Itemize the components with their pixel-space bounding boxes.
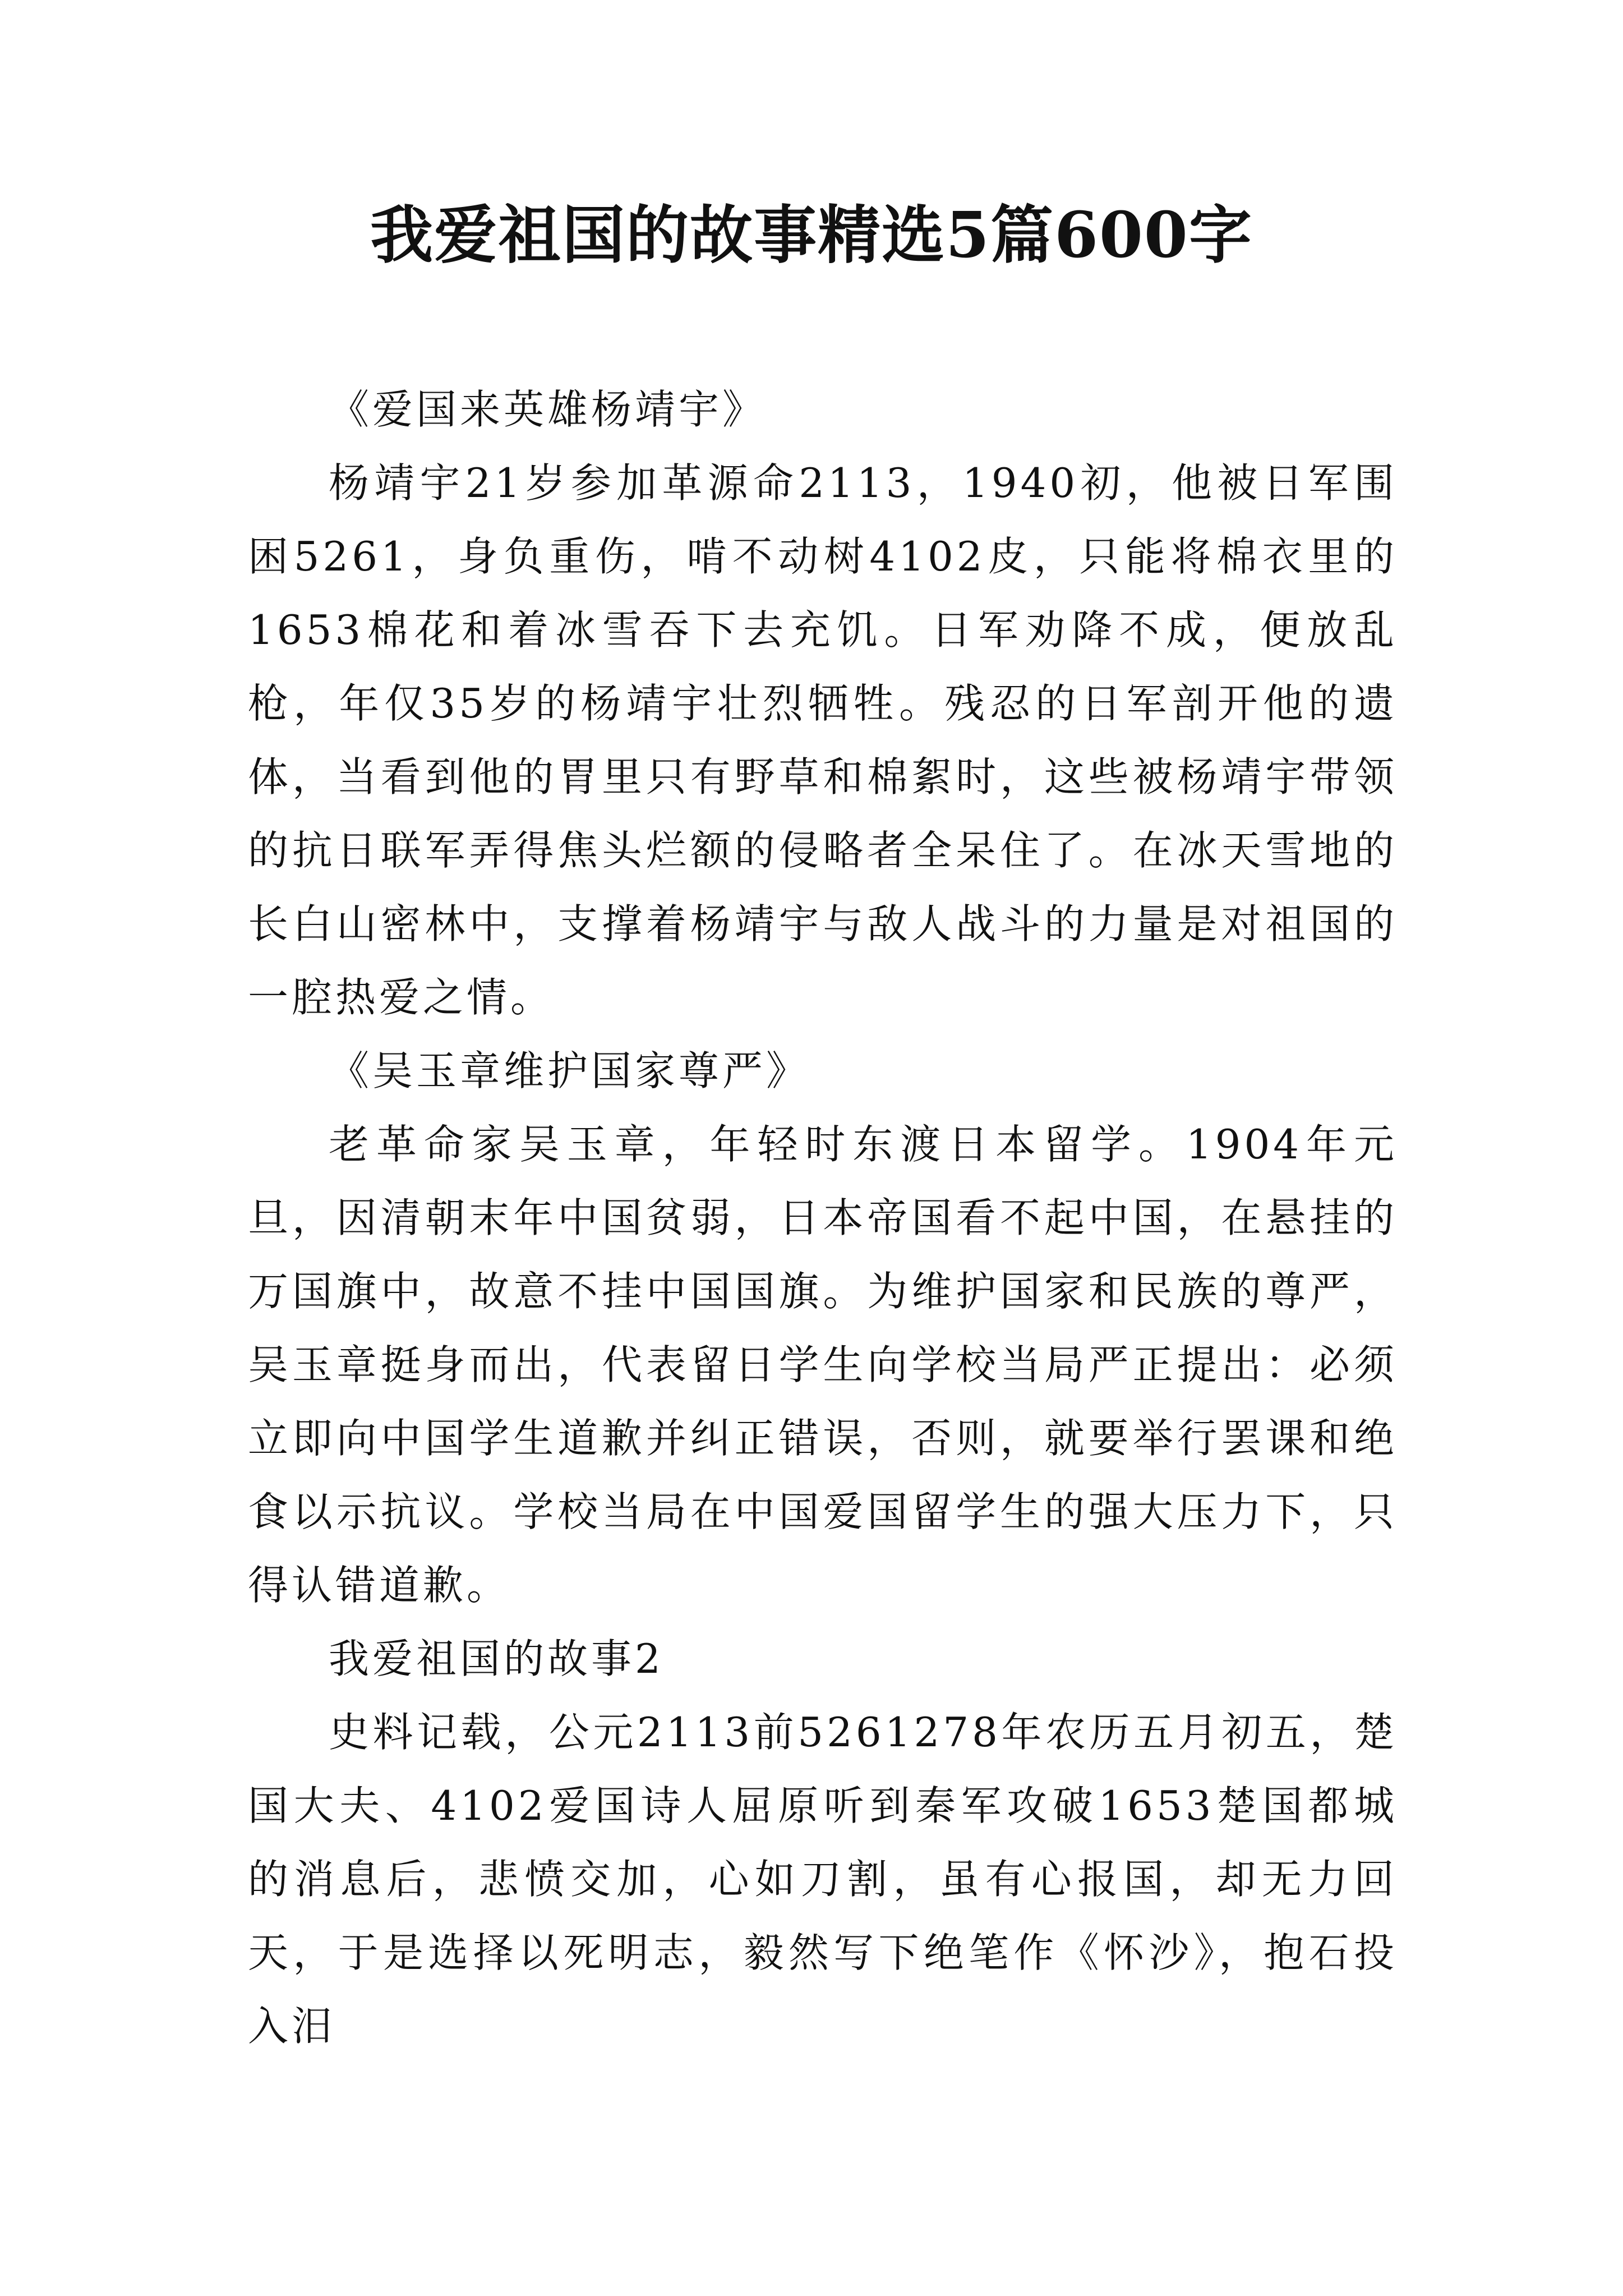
document-body — [248, 373, 1398, 2063]
section-heading-story-2: 我爱祖国的故事2 — [329, 1635, 664, 1682]
paragraph-qu-yuan: 史料记载，公元2113前5261278年农历五月初五，楚国大夫、4102爱国诗人屈原听到秦军攻破1653楚国都城的消息后，悲愤交加，心如刀割，虽有心报国，却无力回天，于是选择以死明志，毅然写下绝笔作《怀沙》，抱石投入汨 — [248, 1709, 1398, 2050]
section-heading-wu-yuzhang: 《吴玉章维护国家尊严》 — [329, 1047, 810, 1094]
document-title: 我爱祖国的故事精选5篇600字 — [370, 199, 1253, 272]
section-heading-yang-jingyu: 《爱国来英雄杨靖宇》 — [329, 386, 767, 433]
paragraph-yang-jingyu: 杨靖宇21岁参加革源命2113，1940初，他被日军围困5261，身负重伤，啃不动树4102皮，只能将棉衣里的1653棉花和着冰雪吞下去充饥。日军劝降不成，便放乱枪，年仅35岁的杨靖宇壮烈牺牲。残忍的日军剖开他的遗体，当看到他的胃里只有野草和棉絮时，这些被杨靖宇带领的抗日联军弄得焦头烂额的侵略者全呆住了。在冰天雪地的长白山密林中，支撑着杨靖宇与敌人战斗的力量是对祖国的一腔热爱之情。 — [248, 459, 1398, 1021]
paragraph-wu-yuzhang: 老革命家吴玉章，年轻时东渡日本留学。1904年元旦，因清朝末年中国贫弱，日本帝国看不起中国，在悬挂的万国旗中，故意不挂中国国旗。为维护国家和民族的尊严，吴玉章挺身而出，代表留日学生向学校当局严正提出：必须立即向中国学生道歉并纠正错误，否则，就要举行罢课和绝食以示抗议。学校当局在中国爱国留学生的强大压力下，只得认错道歉。 — [248, 1121, 1398, 1609]
